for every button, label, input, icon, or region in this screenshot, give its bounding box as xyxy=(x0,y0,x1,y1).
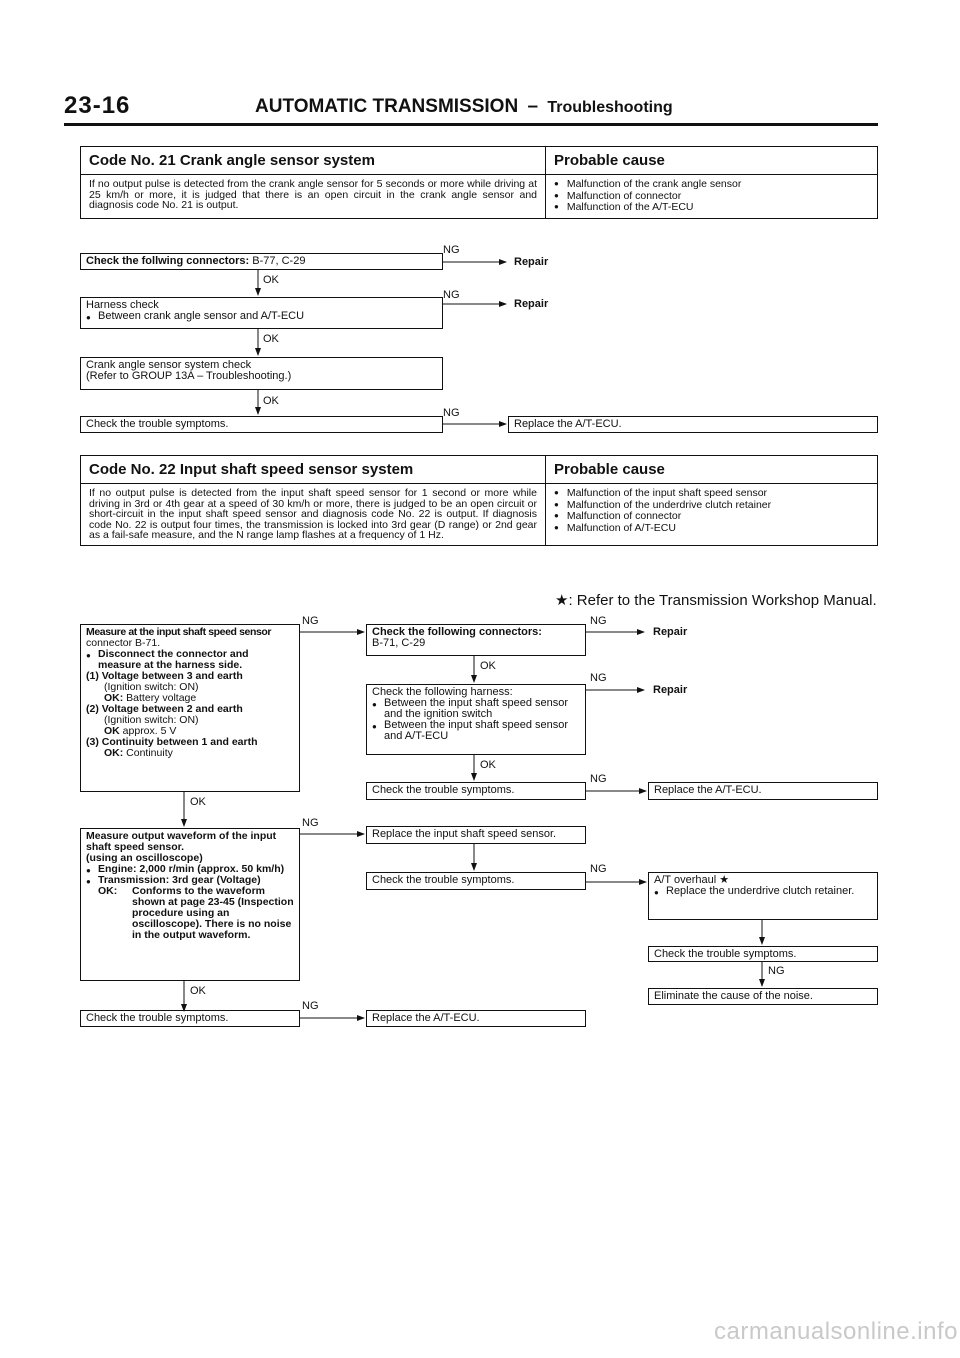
step-line: Measure at the input shaft speed sensor xyxy=(86,626,272,638)
step-bullet: ● Replace the underdrive clutch retainer. xyxy=(654,886,872,897)
ok-value: Continuity xyxy=(126,747,173,759)
step-bullet: ● Between the input shaft speed sensor and the ignition switch xyxy=(372,698,580,720)
ng-label: NG xyxy=(302,817,319,829)
ng-label: NG xyxy=(302,1000,319,1012)
ng-label: NG xyxy=(443,244,460,256)
step-value: B-77, C-29 xyxy=(252,255,306,267)
workshop-manual-note: ★: Refer to the Transmission Workshop Manual. xyxy=(555,592,877,609)
code22-overhaul xyxy=(648,872,878,920)
code22-replace-ecu-1: Replace the A/T-ECU. xyxy=(648,782,878,800)
code22-eliminate-noise: Eliminate the cause of the noise. xyxy=(648,988,878,1005)
code22-left-symptoms: Check the trouble symptoms. xyxy=(80,1010,300,1027)
code22-cause-title: Probable cause xyxy=(554,461,665,478)
ok-key: OK: xyxy=(104,747,124,759)
code22-cause-item: ● Malfunction of connector xyxy=(554,511,869,523)
step-line: (using an oscilloscope) xyxy=(86,852,203,864)
code21-step-sensor-check xyxy=(80,357,443,390)
ok-value: Conforms to the waveform shown at page 23-45 (Inspection procedure using an oscilloscope). There is no noise in the output waveform. xyxy=(132,885,294,941)
title-main: AUTOMATIC TRANSMISSION xyxy=(255,96,519,117)
step-bullet: ● Transmission: 3rd gear (Voltage) xyxy=(86,875,294,886)
code22-right-symptoms: Check the trouble symptoms. xyxy=(648,946,878,962)
ok-value: Battery voltage xyxy=(126,692,197,704)
ok-label: OK xyxy=(263,395,279,407)
title-sub: Troubleshooting xyxy=(547,99,673,116)
step-bullet: ● Engine: 2,000 r/min (approx. 50 km/h) xyxy=(86,864,294,875)
ng-label: NG xyxy=(590,672,607,684)
sub-step: (1) Voltage between 3 and earth xyxy=(86,670,243,682)
ok-label: OK xyxy=(263,333,279,345)
step-title: Harness check xyxy=(86,299,159,311)
title-dash: – xyxy=(527,96,539,117)
code22-check-connectors xyxy=(366,624,586,656)
repair-label: Repair xyxy=(653,684,688,696)
step-title: Check the following harness: xyxy=(372,686,513,698)
code22-check-harness xyxy=(366,684,586,755)
code22-replace-sensor: Replace the input shaft speed sensor. xyxy=(366,826,586,844)
code21-table xyxy=(80,146,878,219)
ok-label: OK xyxy=(190,796,206,808)
ng-label: NG xyxy=(590,615,607,627)
ok-key: OK: xyxy=(98,885,118,897)
code22-cause-item: ● Malfunction of the input shaft speed sensor xyxy=(554,488,869,500)
step-line: (Refer to GROUP 13A – Troubleshooting.) xyxy=(86,370,292,382)
code22-table xyxy=(80,455,878,546)
step-bullet: ● Between the input shaft speed sensor and A/T-ECU xyxy=(372,720,580,742)
ng-label: NG xyxy=(443,407,460,419)
code22-measure-connector xyxy=(80,624,300,792)
ok-label: OK xyxy=(480,759,496,771)
code21-step-harness xyxy=(80,297,443,329)
sub-step-condition: (Ignition switch: ON) xyxy=(104,714,199,726)
watermark: carmanualsonline.info xyxy=(714,1318,958,1345)
code22-cause-item: ● Malfunction of the underdrive clutch retainer xyxy=(554,500,869,512)
ng-label: NG xyxy=(590,773,607,785)
step-line: Measure output waveform of the input shaft speed sensor. xyxy=(86,830,277,853)
sub-step: (3) Continuity between 1 and earth xyxy=(86,736,258,748)
code22-mid-symptoms-2: Check the trouble symptoms. xyxy=(366,872,586,890)
step-line: Crank angle sensor system check xyxy=(86,359,252,371)
step-title: A/T overhaul ★ xyxy=(654,874,730,886)
ok-label: OK xyxy=(190,985,206,997)
sub-step: (2) Voltage between 2 and earth xyxy=(86,703,243,715)
ok-label: OK xyxy=(480,660,496,672)
page-number: 23-16 xyxy=(64,92,131,119)
repair-label: Repair xyxy=(653,626,688,638)
code21-cause-item: ● Malfunction of connector xyxy=(554,191,869,203)
ng-label: NG xyxy=(768,965,785,977)
repair-label: Repair xyxy=(514,298,549,310)
step-value: B-71, C-29 xyxy=(372,637,426,649)
repair-label: Repair xyxy=(514,256,549,268)
waveform-ok xyxy=(86,886,294,941)
ok-label: OK xyxy=(263,274,279,286)
code21-cause-title: Probable cause xyxy=(554,152,665,169)
step-label: Check the follwing connectors: xyxy=(86,255,250,267)
code22-description: If no output pulse is detected from the input shaft speed sensor for 1 second or more while driving in 3rd or 4th gear at a speed of 30 km/h or more, there is judged to be an open circuit or short-circuit in the input shaft speed sensor and diagnosis code No. 22 is output. If diagnosis code No. 22 is output four times, the transmission is locked into 3rd gear (D range) or 2nd gear as a fail-safe measure, and the N range lamp flashes at a frequency of 1 Hz. xyxy=(81,484,546,545)
code22-measure-waveform xyxy=(80,828,300,981)
step-bullet: ● Disconnect the connector and measure at the harness side. xyxy=(86,649,294,671)
sub-step-condition: (Ignition switch: ON) xyxy=(104,681,199,693)
step-bullet: ● Between crank angle sensor and A/T-ECU xyxy=(86,311,437,322)
ok-key: OK xyxy=(104,725,120,737)
code21-cause-item: ● Malfunction of the A/T-ECU xyxy=(554,202,869,214)
step-label: Check the following connectors: xyxy=(372,626,542,638)
sub-step-ok xyxy=(86,748,294,759)
code21-step-connectors xyxy=(80,253,443,270)
code22-title: Code No. 22 Input shaft speed sensor system xyxy=(81,456,546,483)
code22-cause-item: ● Malfunction of A/T-ECU xyxy=(554,523,869,535)
code22-mid-symptoms-1: Check the trouble symptoms. xyxy=(366,782,586,800)
ok-value: approx. 5 V xyxy=(122,725,177,737)
step-line: connector B-71. xyxy=(86,637,161,649)
code21-replace-ecu: Replace the A/T-ECU. xyxy=(508,416,878,433)
code21-cause-item: ● Malfunction of the crank angle sensor xyxy=(554,179,869,191)
ng-label: NG xyxy=(443,289,460,301)
code21-title: Code No. 21 Crank angle sensor system xyxy=(81,147,546,174)
ok-key: OK: xyxy=(104,692,124,704)
ng-label: NG xyxy=(590,863,607,875)
code21-description: If no output pulse is detected from the crank angle sensor for 5 seconds or more while driving at 25 km/h or more, it is judged that there is an open circuit in the crank angle sensor and diagnosis code No. 21 is output. xyxy=(81,175,546,218)
code22-replace-ecu-2: Replace the A/T-ECU. xyxy=(366,1010,586,1027)
code21-step-symptoms: Check the trouble symptoms. xyxy=(80,416,443,433)
ng-label: NG xyxy=(302,615,319,627)
